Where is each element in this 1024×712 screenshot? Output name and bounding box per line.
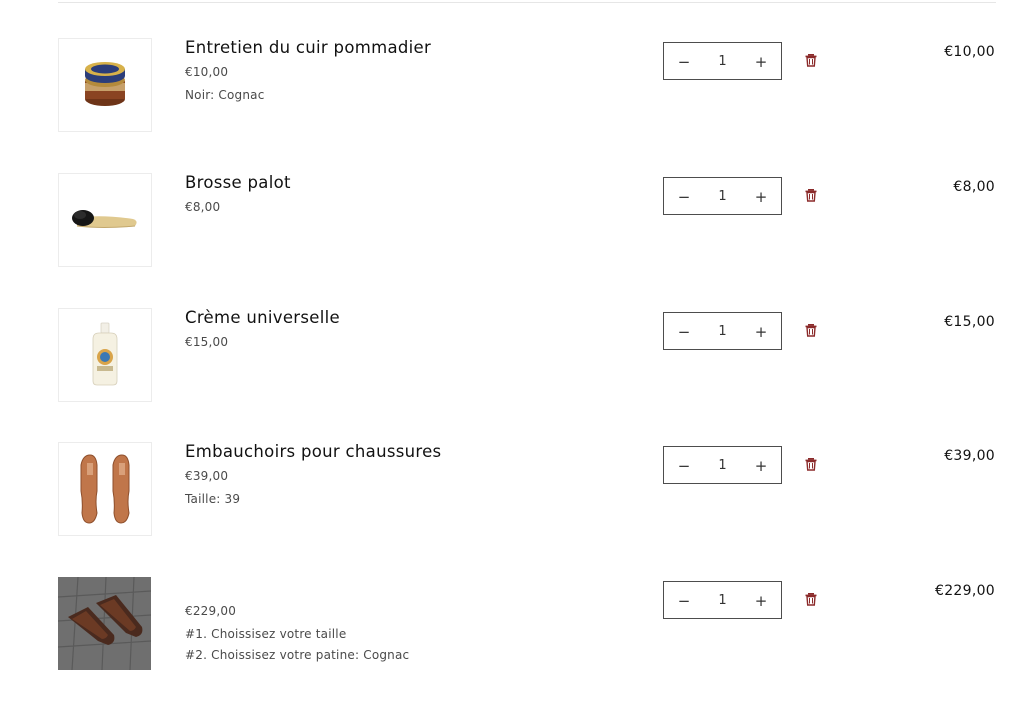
cart-item	[0, 38, 1024, 173]
trash-icon	[803, 322, 819, 338]
line-total: €15,00	[944, 314, 995, 330]
remove-item-button[interactable]	[803, 187, 819, 203]
product-option: #2. Choissisez votre patine: Cognac	[185, 648, 410, 662]
quantity-increase-button[interactable]: +	[754, 457, 768, 475]
quantity-decrease-button[interactable]: −	[677, 323, 691, 341]
product-name-link[interactable]: Crème universelle	[185, 308, 340, 327]
product-price: €8,00	[185, 200, 221, 214]
dauber-brush-image	[59, 174, 151, 266]
quantity-stepper	[663, 581, 782, 619]
quantity-input[interactable]: 1	[718, 54, 727, 69]
quantity-input[interactable]: 1	[718, 324, 727, 339]
cart-item	[0, 577, 1024, 712]
quantity-increase-button[interactable]: +	[754, 53, 768, 71]
cream-tin-image	[59, 39, 151, 131]
quantity-decrease-button[interactable]: −	[677, 457, 691, 475]
trash-icon	[803, 591, 819, 607]
product-image-link[interactable]	[58, 38, 152, 132]
quantity-decrease-button[interactable]: −	[677, 592, 691, 610]
quantity-stepper	[663, 312, 782, 350]
remove-item-button[interactable]	[803, 456, 819, 472]
trash-icon	[803, 52, 819, 68]
line-total: €39,00	[944, 448, 995, 464]
cream-bottle-image	[59, 309, 151, 401]
product-name-link[interactable]: Embauchoirs pour chaussures	[185, 442, 442, 461]
product-price: €10,00	[185, 65, 229, 79]
product-image-link[interactable]	[58, 173, 152, 267]
quantity-stepper	[663, 446, 782, 484]
quantity-input[interactable]: 1	[718, 458, 727, 473]
product-option: Noir: Cognac	[185, 88, 265, 102]
product-price: €15,00	[185, 335, 229, 349]
product-name-link[interactable]: Entretien du cuir pommadier	[185, 38, 432, 57]
quantity-increase-button[interactable]: +	[754, 323, 768, 341]
remove-item-button[interactable]	[803, 52, 819, 68]
product-name-link[interactable]: Brosse palot	[185, 173, 291, 192]
cart-item	[0, 173, 1024, 308]
quantity-input[interactable]: 1	[718, 189, 727, 204]
product-image-link[interactable]	[58, 577, 151, 670]
cart-top-divider	[58, 2, 996, 3]
product-image-link[interactable]	[58, 308, 152, 402]
line-total: €10,00	[944, 44, 995, 60]
line-total: €229,00	[935, 583, 995, 599]
quantity-input[interactable]: 1	[718, 593, 727, 608]
product-option: Taille: 39	[185, 492, 241, 506]
quantity-increase-button[interactable]: +	[754, 188, 768, 206]
trash-icon	[803, 456, 819, 472]
quantity-decrease-button[interactable]: −	[677, 188, 691, 206]
shoe-trees-image	[59, 443, 151, 535]
trash-icon	[803, 187, 819, 203]
line-total: €8,00	[953, 179, 995, 195]
quantity-increase-button[interactable]: +	[754, 592, 768, 610]
remove-item-button[interactable]	[803, 591, 819, 607]
quantity-decrease-button[interactable]: −	[677, 53, 691, 71]
product-price: €39,00	[185, 469, 229, 483]
product-image-link[interactable]	[58, 442, 152, 536]
quantity-stepper	[663, 42, 782, 80]
product-option: #1. Choissisez votre taille	[185, 627, 347, 641]
product-price: €229,00	[185, 604, 237, 618]
remove-item-button[interactable]	[803, 322, 819, 338]
cart-item	[0, 308, 1024, 443]
quantity-stepper	[663, 177, 782, 215]
cart-item	[0, 442, 1024, 577]
loafers-photo-image	[58, 577, 151, 670]
